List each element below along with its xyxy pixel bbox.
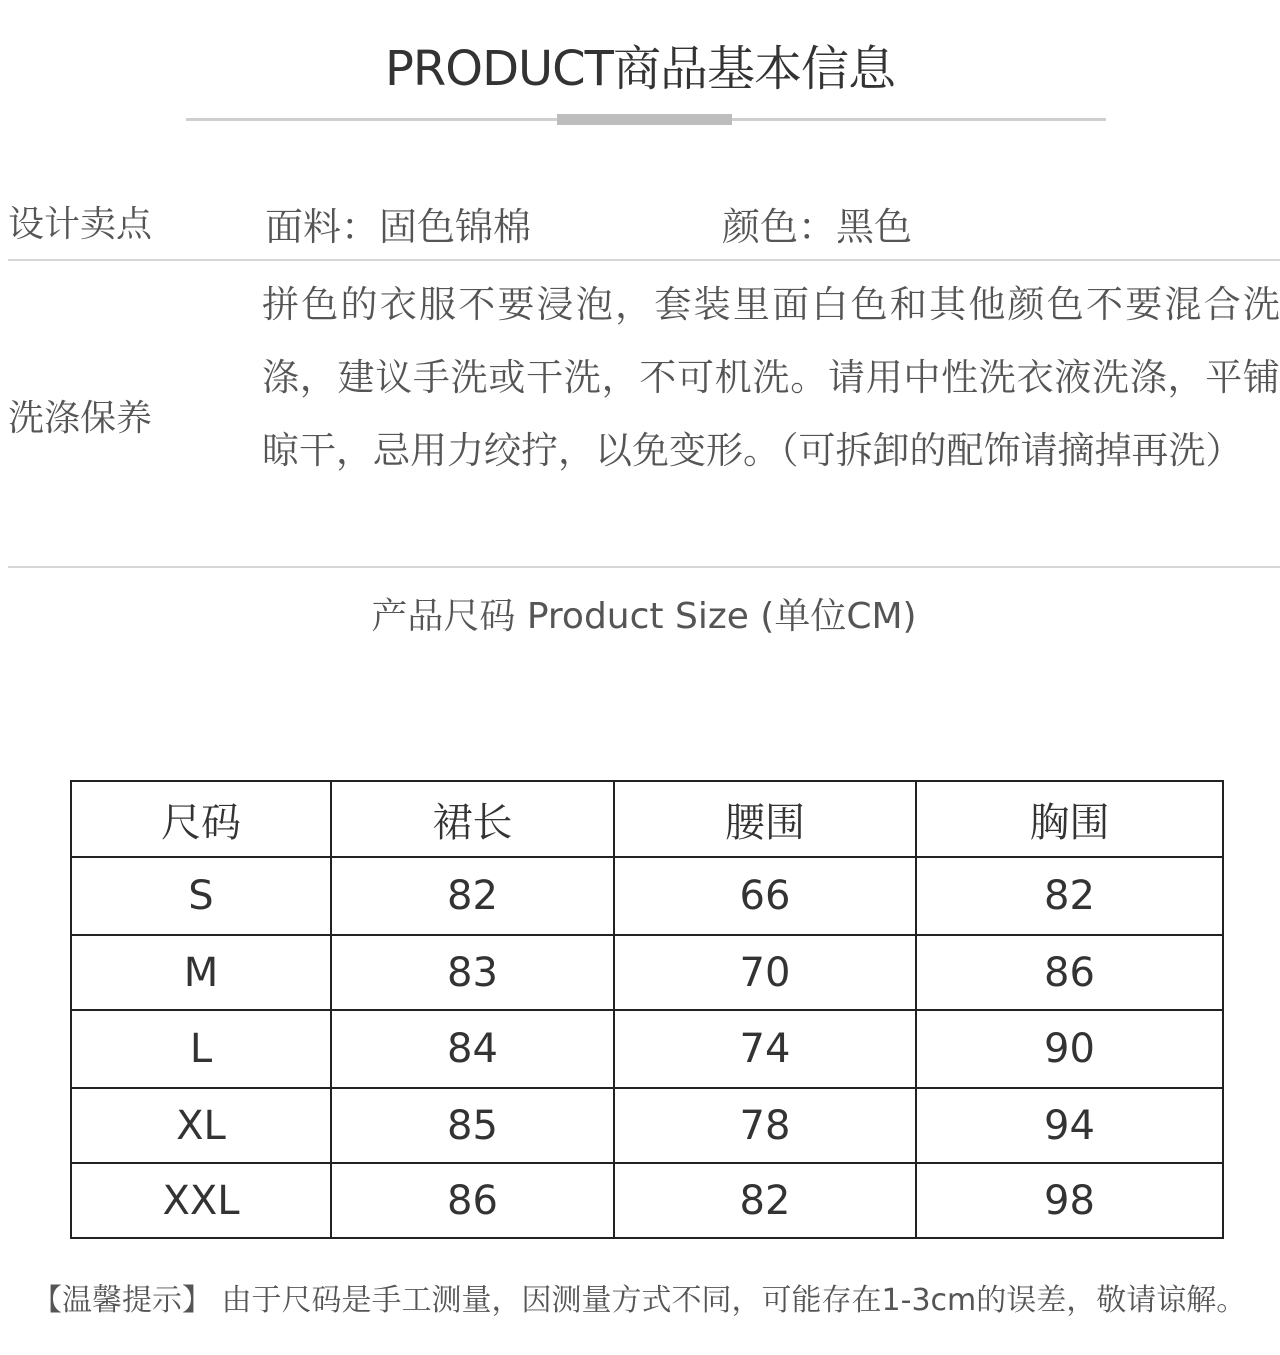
care-label: 洗涤保养 [8,398,153,439]
value-cell: 82 [614,1163,916,1238]
value-cell: 86 [331,1163,614,1238]
table-row [71,1088,1223,1163]
value-cell: 85 [331,1088,614,1163]
header-cell: 胸围 [916,781,1223,857]
value-cell: 94 [916,1088,1223,1163]
section-divider [8,259,1280,261]
table-row [71,857,1223,935]
size-table [70,780,1224,1239]
table-row [71,935,1223,1010]
fabric-info: 面料：固色锦棉 [265,205,532,249]
page-title: PRODUCT商品基本信息 [384,41,895,97]
warm-tip: 【温馨提示】 由于尺码是手工测量，因测量方式不同，可能存在1-3cm的误差，敬请谅解。 [32,1283,1247,1318]
header-cell: 腰围 [614,781,916,857]
table-row [71,1163,1223,1238]
value-cell: 83 [331,935,614,1010]
header-cell: 尺码 [71,781,331,857]
value-cell: 78 [614,1088,916,1163]
care-instructions: 拼色的衣服不要浸泡，套装里面白色和其他颜色不要混合洗涤，建议手洗或干洗，不可机洗。请用中性洗衣液洗涤，平铺晾干，忌用力绞拧，以免变形。（可拆卸的配饰请摘掉再洗） [262,283,1280,472]
size-section-title: 产品尺码 Product Size (单位CM) [371,596,917,637]
value-cell: 66 [614,857,916,935]
design-label: 设计卖点 [8,204,153,245]
value-cell: 90 [916,1010,1223,1088]
header-cell: 裙长 [331,781,614,857]
size-cell: XXL [71,1163,331,1238]
value-cell: 70 [614,935,916,1010]
value-cell: 84 [331,1010,614,1088]
size-cell: S [71,857,331,935]
title-divider-accent [557,114,732,125]
value-cell: 98 [916,1163,1223,1238]
value-cell: 86 [916,935,1223,1010]
table-header-row [71,781,1223,857]
size-cell: M [71,935,331,1010]
value-cell: 82 [916,857,1223,935]
color-info: 颜色：黑色 [722,205,913,249]
size-cell: L [71,1010,331,1088]
value-cell: 82 [331,857,614,935]
table-row [71,1010,1223,1088]
section-divider [8,566,1280,568]
size-cell: XL [71,1088,331,1163]
value-cell: 74 [614,1010,916,1088]
